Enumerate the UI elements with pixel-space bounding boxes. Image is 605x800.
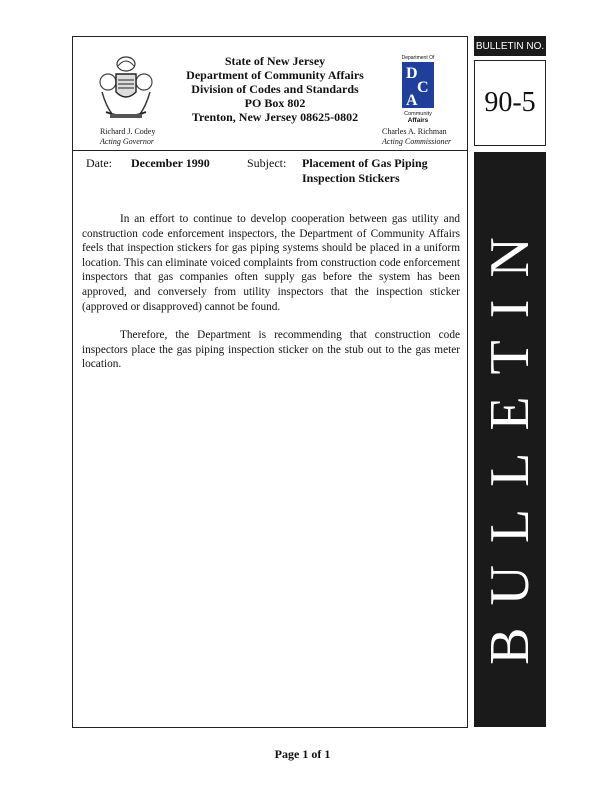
header-line-3: Division of Codes and Standards [191, 82, 359, 96]
governor-title: Acting Governor [100, 137, 154, 146]
body-paragraph-2: Therefore, the Department is recommending that construction code inspectors place the gas piping inspection sticker on the stub out to the gas meter location. [82, 329, 460, 371]
header-line-2: Department of Community Affairs [186, 68, 364, 82]
body-paragraph-1: In an effort to continue to develop cooperation between gas utility and construction code enforcement inspectors, the Department of Community Affairs feels that inspection stickers for gas piping systems should be placed in a uniform location. This can eliminate voiced complaints from construction code enforcement inspectors that gas companies often supply gas before the system has been approved, and conversely from utility inspectors that the inspection sticker (approved or disapproved) cannot be found. [82, 213, 460, 313]
header-line-5: Trenton, New Jersey 08625-0802 [191, 110, 359, 124]
state-seal-icon [96, 52, 156, 122]
dca-logo [396, 52, 440, 124]
governor-signature-block [100, 127, 155, 147]
agency-header [175, 54, 375, 124]
bulletin-body [82, 212, 460, 386]
svg-text:D: D [406, 65, 418, 82]
svg-text:Community: Community [404, 111, 432, 117]
svg-text:A: A [406, 92, 418, 109]
bulletin-number: 90-5 [474, 60, 546, 146]
subject-value [302, 156, 428, 186]
commissioner-title: Acting Commissioner [382, 137, 452, 146]
governor-name: Richard J. Codey [100, 127, 156, 136]
commissioner-name: Charles A. Richman [382, 127, 447, 136]
svg-text:C: C [417, 79, 429, 96]
header-line-1: State of New Jersey [224, 54, 326, 68]
header-divider [72, 150, 468, 151]
bulletin-vertical-title: BULLETIN [479, 215, 541, 665]
subject-line-2: Inspection Stickers [302, 171, 400, 185]
date-value: December 1990 [131, 156, 210, 170]
subject-label: Subject: [247, 156, 287, 170]
date-label: Date: [86, 156, 112, 170]
page-number: Page 1 of 1 [274, 747, 331, 761]
bulletin-number-label: BULLETIN NO. [474, 36, 546, 56]
subject-line-1: Placement of Gas Piping [302, 156, 428, 170]
svg-text:Affairs: Affairs [407, 117, 429, 124]
header-line-4: PO Box 802 [244, 96, 306, 110]
svg-text:Department Of: Department Of [401, 55, 435, 61]
commissioner-signature-block [382, 127, 451, 147]
